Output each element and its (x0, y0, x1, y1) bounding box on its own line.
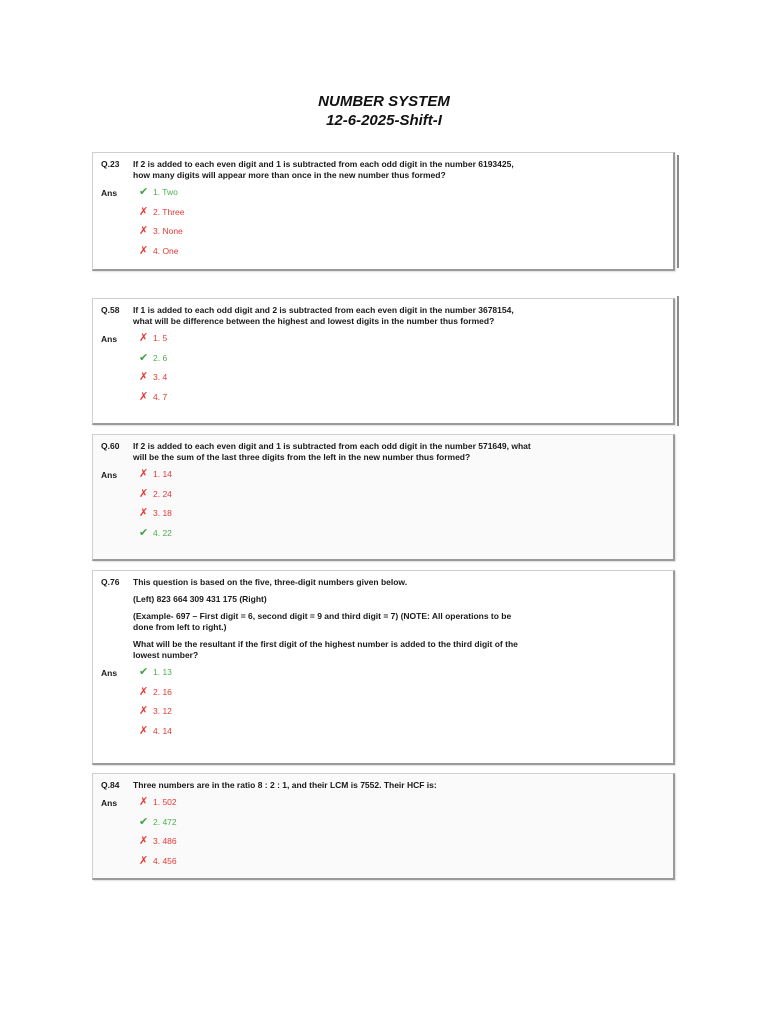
check-icon: ✔ (139, 526, 149, 539)
option-label: 3. 486 (153, 836, 177, 846)
answer-option (139, 489, 673, 509)
question-paragraph: What will be the resultant if the first digit of the highest number is added to the third digit of the lowest number? (133, 639, 518, 660)
option-label: 3. None (153, 226, 183, 236)
question-paragraph: If 1 is added to each odd digit and 2 is subtracted from each even digit in the number 3678154, what will be difference between the highest and lowest digits in the number thus formed? (133, 305, 514, 326)
question-text (133, 159, 533, 181)
question-number: Q.76 (101, 577, 120, 587)
question-paragraph: (Left) 823 664 309 431 175 (Right) (133, 594, 267, 604)
cross-icon: ✗ (139, 390, 149, 403)
page-edge-line (677, 155, 679, 268)
answer-option (139, 207, 673, 227)
option-label: 1. 502 (153, 797, 177, 807)
cross-icon: ✗ (139, 244, 149, 257)
question-text (133, 441, 533, 463)
question-row (93, 577, 673, 661)
option-label: 1. 13 (153, 667, 172, 677)
answer-label: Ans (101, 334, 118, 344)
check-icon: ✔ (139, 351, 149, 364)
answer-option (139, 836, 673, 856)
check-icon: ✔ (139, 666, 149, 678)
answer-option (139, 817, 673, 837)
option-label: 2. Three (153, 206, 185, 217)
answer-options (93, 797, 673, 875)
check-icon: ✔ (139, 815, 149, 828)
option-label: 2. 6 (153, 352, 168, 363)
cross-icon: ✗ (139, 205, 149, 218)
check-icon: ✔ (139, 186, 149, 198)
option-label: 4. 456 (153, 855, 177, 866)
option-label: 4. 22 (153, 527, 172, 538)
document-title: NUMBER SYSTEM (318, 93, 450, 110)
option-label: 2. 16 (153, 686, 172, 697)
option-label: 4. 7 (153, 391, 168, 402)
option-label: 4. 14 (153, 725, 172, 736)
option-label: 1. Two (153, 187, 178, 197)
answer-label: Ans (101, 668, 118, 678)
question-card (92, 298, 675, 425)
answer-option (139, 528, 673, 548)
answer-option (139, 226, 673, 246)
question-paragraph: Three numbers are in the ratio 8 : 2 : 1, and their LCM is 7552. Their HCF is: (133, 780, 437, 790)
option-label: 2. 24 (153, 488, 172, 499)
question-card (92, 434, 675, 561)
cross-icon: ✗ (139, 796, 149, 808)
option-label: 1. 5 (153, 333, 168, 343)
answer-option (139, 187, 673, 207)
question-paragraph: If 2 is added to each even digit and 1 is subtracted from each odd digit in the number 571649, what will be the sum of the last three digits from the left in the new number thus formed? (133, 441, 531, 462)
answer-label: Ans (101, 798, 118, 808)
question-paragraph: If 2 is added to each even digit and 1 is subtracted from each odd digit in the number 6193425, how many digits will appear more than once in the new number thus formed? (133, 159, 514, 180)
question-row (93, 159, 673, 181)
question-number: Q.84 (101, 780, 120, 790)
answer-option (139, 392, 673, 412)
answer-option (139, 706, 673, 726)
question-text (133, 780, 533, 791)
answer-option (139, 508, 673, 528)
question-paragraph: This question is based on the five, three-digit numbers given below. (133, 577, 408, 587)
cross-icon: ✗ (139, 507, 149, 519)
answer-option (139, 797, 673, 817)
cross-icon: ✗ (139, 724, 149, 737)
answer-option (139, 372, 673, 392)
question-text (133, 305, 533, 327)
question-card (92, 773, 675, 880)
answer-label: Ans (101, 470, 118, 480)
option-label: 3. 18 (153, 508, 172, 518)
answer-label: Ans (101, 188, 118, 198)
question-text (133, 577, 533, 661)
question-number: Q.58 (101, 305, 120, 315)
cross-icon: ✗ (139, 835, 149, 847)
answer-option (139, 469, 673, 489)
answer-option (139, 726, 673, 746)
cross-icon: ✗ (139, 685, 149, 698)
option-label: 4. One (153, 245, 179, 256)
question-row (93, 441, 673, 463)
cross-icon: ✗ (139, 371, 149, 383)
option-label: 2. 472 (153, 816, 177, 827)
answer-option (139, 856, 673, 876)
cross-icon: ✗ (139, 225, 149, 237)
question-card (92, 152, 675, 271)
page-edge-line (677, 296, 679, 426)
option-label: 1. 14 (153, 469, 172, 479)
cross-icon: ✗ (139, 487, 149, 500)
answer-option (139, 333, 673, 353)
cross-icon: ✗ (139, 854, 149, 867)
answer-options (93, 187, 673, 265)
question-card (92, 570, 675, 765)
answer-option (139, 353, 673, 373)
document-header (0, 92, 768, 130)
answer-option (139, 687, 673, 707)
question-row (93, 305, 673, 327)
question-number: Q.23 (101, 159, 120, 169)
cross-icon: ✗ (139, 705, 149, 717)
answer-option (139, 246, 673, 266)
question-number: Q.60 (101, 441, 120, 451)
answer-options (93, 333, 673, 411)
option-label: 3. 12 (153, 706, 172, 716)
answer-option (139, 667, 673, 687)
option-label: 3. 4 (153, 372, 168, 382)
question-row (93, 780, 673, 791)
answer-options (93, 667, 673, 745)
document-subtitle: 12-6-2025-Shift-I (326, 112, 442, 129)
cross-icon: ✗ (139, 332, 149, 344)
question-paragraph: (Example- 697 – First digit = 6, second digit = 9 and third digit = 7) (NOTE: All operations to be done from left to right.) (133, 611, 512, 632)
cross-icon: ✗ (139, 468, 149, 480)
answer-options (93, 469, 673, 547)
